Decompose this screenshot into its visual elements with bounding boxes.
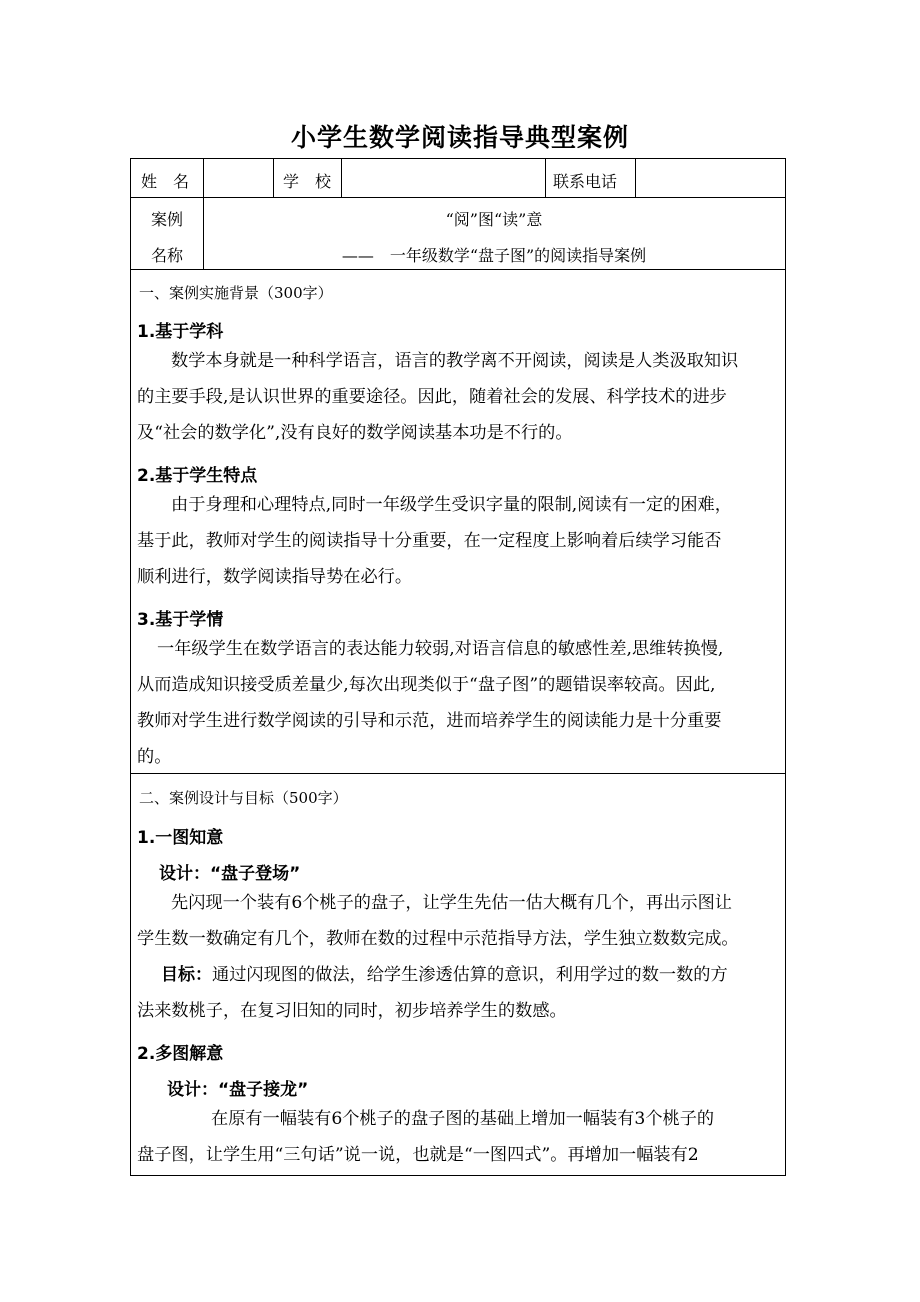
case-table — [130, 158, 786, 1176]
section1-sub2-heading: 2.基于学生特点 — [137, 466, 258, 486]
section1-heading: 一、案例实施背景（300字） — [139, 284, 333, 302]
paragraph-line: 及“社会的数学化”,没有良好的数学阅读基本功是不行的。 — [137, 423, 573, 443]
paragraph-line: 法来数桃子，在复习旧知的同时，初步培养学生的数感。 — [137, 1001, 567, 1021]
school-label: 学 校 — [283, 172, 332, 191]
col-divider — [545, 159, 546, 197]
goal-label: 目标： — [161, 965, 212, 985]
page-title: 小学生数学阅读指导典型案例 — [290, 123, 629, 152]
name-label: 姓 名 — [141, 172, 190, 191]
paragraph-line: 的主要手段,是认识世界的重要途径。因此，随着社会的发展、科学技术的进步 — [137, 387, 727, 407]
case-name-label-line2: 名称 — [151, 246, 184, 265]
design-label: 设计：“盘子接龙” — [167, 1080, 309, 1100]
goal-text: 通过闪现图的做法，给学生渗透估算的意识，利用学过的数一数的方 — [212, 965, 728, 985]
design-label: 设计：“盘子登场” — [159, 864, 301, 884]
paragraph-line: 在原有一幅装有6个桃子的盘子图的基础上增加一幅装有3个桃子的 — [211, 1109, 715, 1129]
paragraph-line: 盘子图，让学生用“三句话”说一说，也就是“一图四式”。再增加一幅装有2 — [137, 1145, 699, 1165]
col-divider — [635, 159, 636, 197]
paragraph-line: 一年级学生在数学语言的表达能力较弱,对语言信息的敏感性差,思维转换慢, — [157, 639, 724, 659]
section2-sub1-heading: 1.一图知意 — [137, 828, 224, 848]
paragraph-line: 数学本身就是一种科学语言，语言的教学离不开阅读，阅读是人类汲取知识 — [171, 351, 739, 371]
goal-line — [161, 967, 728, 984]
row-divider — [131, 773, 785, 774]
paragraph-line: 学生数一数确定有几个，教师在数的过程中示范指导方法，学生独立数数完成。 — [137, 929, 739, 949]
paragraph-line: 由于身理和心理特点,同时一年级学生受识字量的限制,阅读有一定的困难， — [171, 495, 732, 515]
section1-sub3-heading: 3.基于学情 — [137, 610, 224, 630]
row-divider — [131, 197, 785, 198]
paragraph-line: 先闪现一个装有6个桃子的盘子，让学生先估一估大概有几个，再出示图让 — [171, 893, 732, 913]
paragraph-line: 基于此，教师对学生的阅读指导十分重要，在一定程度上影响着后续学习能否 — [137, 531, 722, 551]
row-divider — [131, 269, 785, 270]
paragraph-line: 从而造成知识接受质差量少,每次出现类似于“盘子图”的题错误率较高。因此, — [137, 675, 716, 695]
section2-heading: 二、案例设计与目标（500字） — [139, 789, 348, 807]
phone-label: 联系电话 — [553, 172, 618, 191]
paragraph-line: 顺利进行，数学阅读指导势在必行。 — [137, 567, 413, 587]
paragraph-line: 教师对学生进行数学阅读的引导和示范，进而培养学生的阅读能力是十分重要 — [137, 711, 722, 731]
paragraph-line: 的。 — [137, 747, 172, 767]
case-name-label-line1: 案例 — [151, 210, 184, 229]
col-divider — [273, 159, 274, 197]
case-title-line1: “阅”图“读”意 — [445, 210, 543, 229]
col-divider — [341, 159, 342, 197]
col-divider — [203, 159, 204, 197]
section1-sub1-heading: 1.基于学科 — [137, 322, 224, 342]
section2-sub2-heading: 2.多图解意 — [137, 1044, 224, 1064]
case-title-line2: —— 一年级数学“盘子图”的阅读指导案例 — [341, 246, 647, 265]
